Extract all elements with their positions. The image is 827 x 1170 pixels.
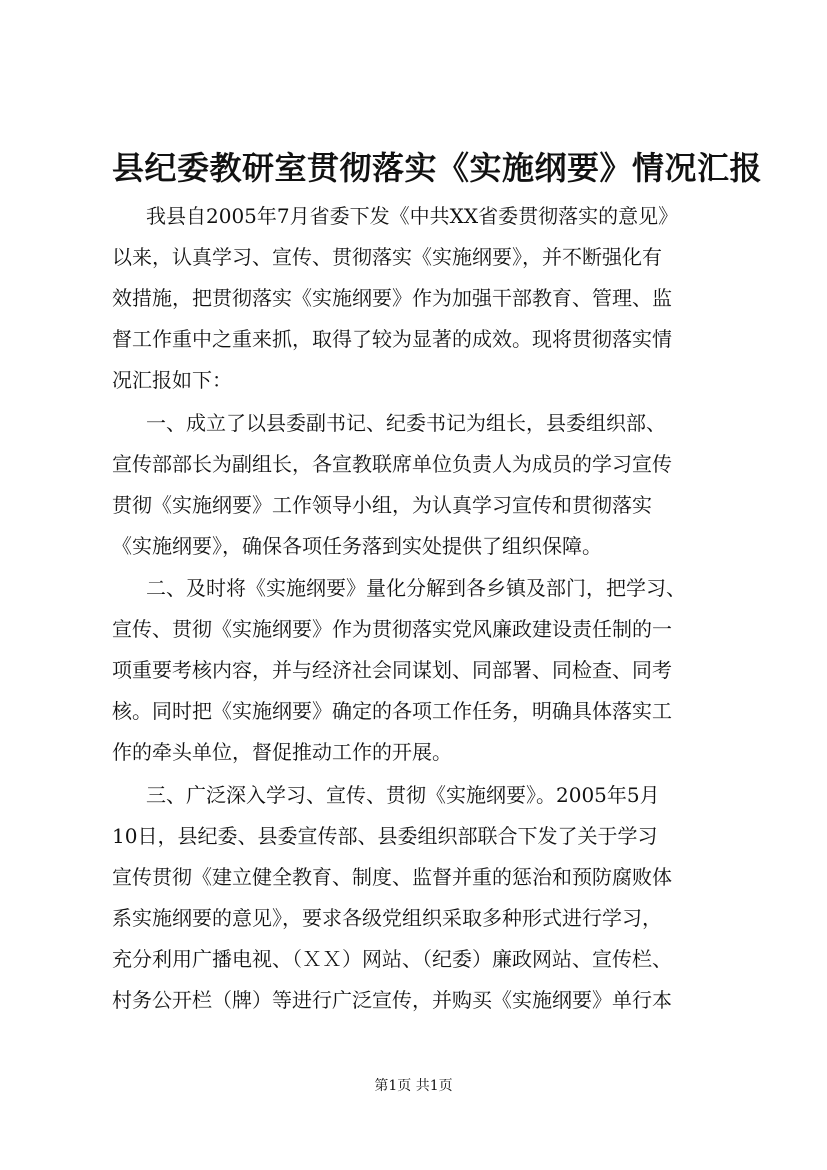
paragraph-line: 督工作重中之重来抓，取得了较为显著的成效。现将贯彻落实情: [112, 327, 672, 351]
paragraph-line: 贯彻《实施纲要》工作领导小组，为认真学习宣传和贯彻落实: [112, 493, 652, 517]
paragraph-line: 我县自2005年7月省委下发《中共XX省委贯彻落实的意见》: [146, 204, 679, 228]
paragraph-line: 作的牵头单位，督促推动工作的开展。: [112, 740, 452, 764]
paragraph-line: 项重要考核内容，并与经济社会同谋划、同部署、同检查、同考: [112, 658, 672, 682]
paragraph-line: 系实施纲要的意见》，要求各级党组织采取多种形式进行学习，: [112, 906, 662, 930]
paragraph-line: 村务公开栏（牌）等进行广泛宣传，并购买《实施纲要》单行本: [112, 988, 672, 1012]
paragraph-line: 宣传部部长为副组长，各宣教联席单位负责人为成员的学习宣传: [112, 452, 672, 476]
paragraph-line: 效措施，把贯彻落实《实施纲要》作为加强干部教育、管理、监: [112, 286, 672, 310]
paragraph-line: 充分利用广播电视、（ＸＸ）网站、（纪委）廉政网站、宣传栏、: [112, 947, 672, 971]
paragraph-line: 三、广泛深入学习、宣传、贯彻《实施纲要》。2005年5月: [146, 783, 660, 807]
paragraph-line: 以来，认真学习、宣传、贯彻落实《实施纲要》，并不断强化有: [112, 245, 662, 269]
paragraph-line: 二、及时将《实施纲要》量化分解到各乡镇及部门，把学习、: [146, 576, 686, 600]
paragraph-line: 核。同时把《实施纲要》确定的各项工作任务，明确具体落实工: [112, 699, 672, 723]
paragraph-line: 宣传贯彻《建立健全教育、制度、监督并重的惩治和预防腐败体: [112, 865, 672, 889]
document-title: 县纪委教研室贯彻落实《实施纲要》情况汇报: [112, 149, 763, 187]
page-footer: 第1页 共1页: [374, 1078, 453, 1094]
paragraph-line: 况汇报如下：: [112, 368, 232, 392]
paragraph-line: 宣传、贯彻《实施纲要》作为贯彻落实党风廉政建设责任制的一: [112, 617, 672, 641]
paragraph-line: 《实施纲要》，确保各项任务落到实处提供了组织保障。: [112, 534, 602, 558]
paragraph-line: 10日，县纪委、县委宣传部、县委组织部联合下发了关于学习: [112, 824, 658, 848]
paragraph-line: 一、成立了以县委副书记、纪委书记为组长，县委组织部、: [146, 411, 666, 435]
